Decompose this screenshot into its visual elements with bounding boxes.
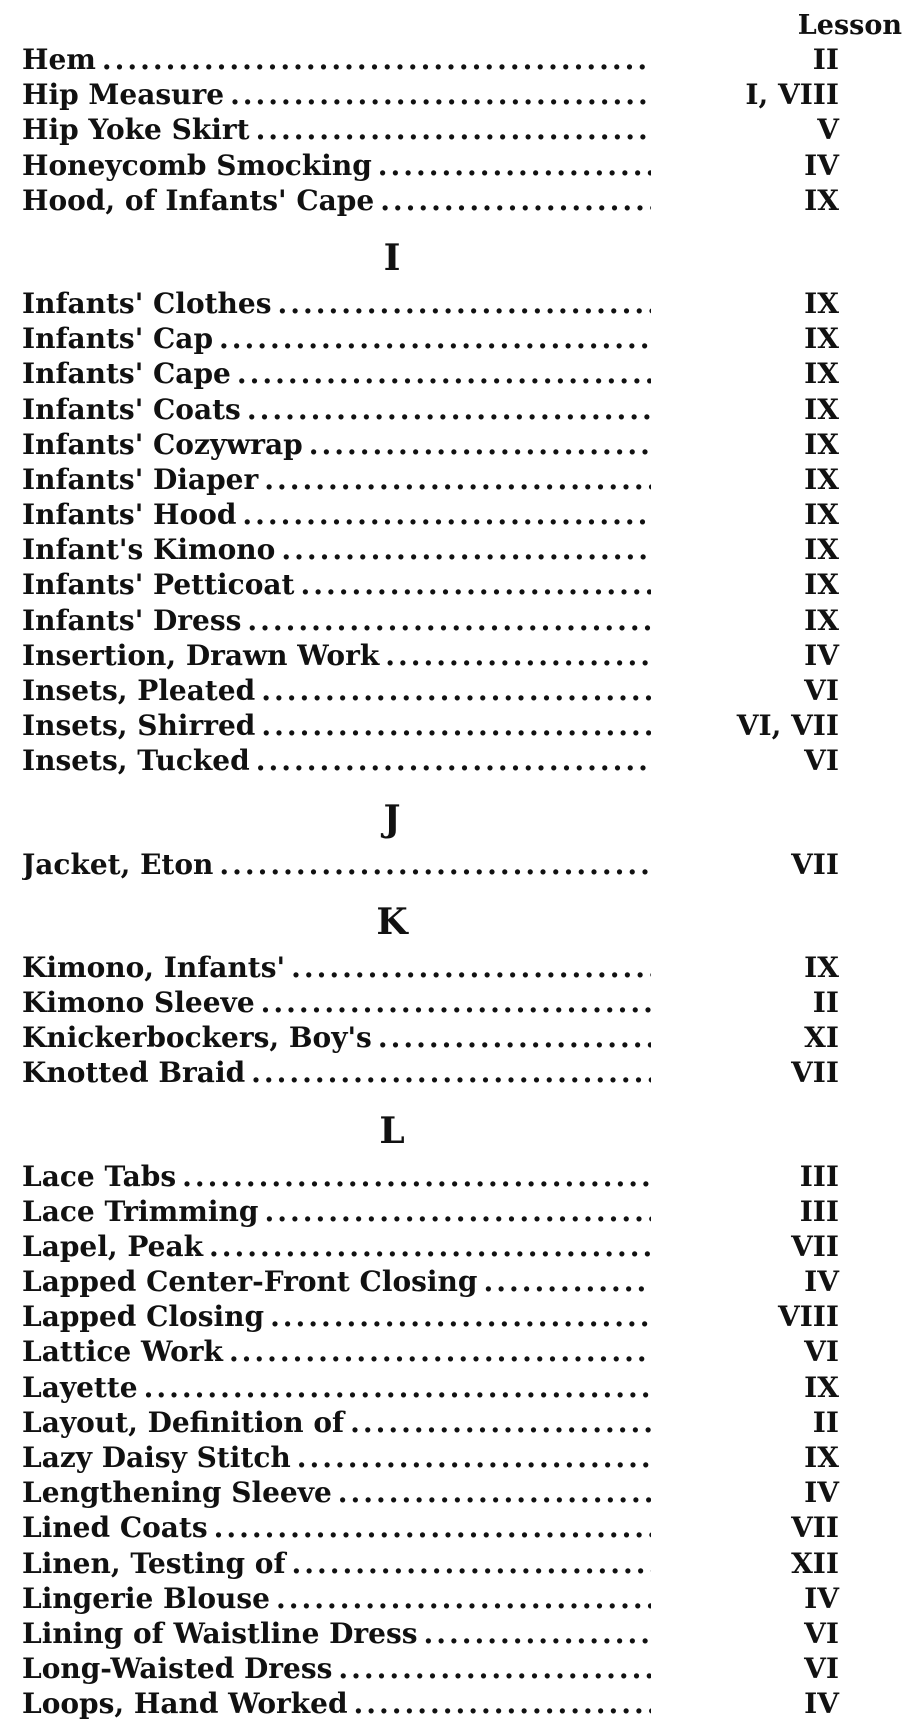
entry-term: Hood, of Infants' Cape (22, 183, 375, 217)
entry-term: Lengthening Sleeve (22, 1476, 332, 1510)
index-page (22, 6, 902, 1722)
dot-leader (276, 1581, 651, 1616)
dot-leader (291, 950, 651, 985)
entry-term-area (22, 462, 657, 497)
entry-term: Layout, Definition of (22, 1405, 345, 1439)
index-entry (22, 1229, 902, 1264)
entry-term: Long-Waisted Dress (22, 1652, 333, 1686)
entry-term: Insets, Tucked (22, 744, 250, 778)
entry-lesson: IV (804, 1581, 839, 1615)
entry-term-area (22, 1651, 657, 1686)
entry-lesson: IX (804, 1370, 839, 1404)
entry-lesson: IV (804, 1265, 839, 1299)
index-entry (22, 1405, 902, 1440)
entry-term: Infants' Hood (22, 498, 237, 532)
index-entry (22, 286, 902, 321)
index-entry (22, 1686, 902, 1721)
entry-term: Lapped Center-Front Closing (22, 1265, 478, 1299)
dot-leader (230, 77, 651, 112)
entry-term-area (22, 427, 657, 462)
dot-leader (251, 1055, 651, 1090)
entry-lesson: IV (804, 1476, 839, 1510)
index-entry (22, 148, 902, 183)
dot-leader (247, 603, 651, 638)
section-letter: I (383, 236, 401, 279)
entry-lesson: V (817, 113, 839, 147)
entry-term: Layette (22, 1370, 138, 1404)
entry-lesson: IX (804, 427, 839, 461)
dot-leader (209, 1229, 651, 1264)
entry-term: Infant's Kimono (22, 533, 276, 567)
index-entry (22, 42, 902, 77)
entry-lesson: IV (804, 148, 839, 182)
entry-term-area (22, 1581, 657, 1616)
entry-term: Kimono Sleeve (22, 985, 255, 1019)
entry-term-area (22, 112, 657, 147)
entry-term-area (22, 1440, 657, 1475)
dot-leader (182, 1159, 651, 1194)
dot-leader (264, 462, 651, 497)
index-entry (22, 985, 902, 1020)
entry-lesson: IX (804, 357, 839, 391)
entry-term-area (22, 603, 657, 638)
dot-leader (144, 1370, 651, 1405)
entry-term-area (22, 1194, 657, 1229)
index-entry (22, 77, 902, 112)
dot-leader (229, 1334, 651, 1369)
index-entry (22, 1020, 902, 1055)
dot-leader (261, 673, 651, 708)
index-entry (22, 1159, 902, 1194)
entry-lesson: IX (804, 286, 839, 320)
dot-leader (219, 321, 651, 356)
entry-term-area (22, 567, 657, 602)
index-entry (22, 321, 902, 356)
dot-leader (378, 1020, 651, 1055)
index-entry (22, 638, 902, 673)
entry-lesson: VI (804, 1616, 839, 1650)
entry-term: Infants' Cape (22, 357, 231, 391)
entry-lesson: II (812, 985, 839, 1019)
dot-leader (270, 1299, 651, 1334)
index-entry (22, 1299, 902, 1334)
index-entry (22, 603, 902, 638)
entry-term: Insets, Pleated (22, 674, 256, 707)
entry-term-area (22, 708, 657, 743)
index-entry (22, 673, 902, 708)
entry-term: Kimono, Infants' (22, 950, 286, 984)
entry-term-area (22, 1546, 657, 1581)
entry-lesson: IX (804, 950, 839, 984)
entry-term-area (22, 985, 657, 1020)
lesson-column-header (22, 6, 902, 42)
entry-lesson: IV (804, 1687, 839, 1721)
entry-term-area (22, 1510, 657, 1545)
entry-term: Lined Coats (22, 1511, 208, 1545)
dot-leader (385, 638, 651, 673)
section-letter: J (383, 797, 401, 840)
entry-term: Insets, Shirred (22, 709, 256, 743)
index-entry (22, 950, 902, 985)
entry-term-area (22, 532, 657, 567)
entry-term-area (22, 1616, 657, 1651)
dot-leader (277, 286, 651, 321)
dot-leader (261, 708, 651, 743)
entry-lesson: II (812, 43, 839, 76)
dot-leader (264, 1194, 651, 1229)
entry-term-area (22, 950, 657, 985)
dot-leader (256, 743, 651, 778)
entry-lesson: VII (791, 847, 839, 881)
entry-term-area (22, 1475, 657, 1510)
entry-lesson: VI (804, 674, 839, 707)
entry-term: Infants' Cap (22, 322, 214, 356)
entry-term-area (22, 497, 657, 532)
entry-term: Lazy Daisy Stitch (22, 1441, 291, 1474)
entry-lesson: VII (791, 1229, 839, 1263)
dot-leader (338, 1475, 651, 1510)
index-entry (22, 497, 902, 532)
entry-lesson: VI (804, 744, 839, 778)
entry-term-area (22, 1020, 657, 1055)
entry-term-area (22, 77, 657, 112)
entry-term-area (22, 1264, 657, 1299)
dot-leader (354, 1686, 651, 1721)
entry-term-area (22, 356, 657, 391)
entry-term: Lingerie Blouse (22, 1581, 270, 1615)
entry-term-area (22, 743, 657, 778)
entry-term: Linen, Testing of (22, 1546, 286, 1580)
entry-lesson: IX (804, 568, 839, 602)
dot-leader (424, 1616, 651, 1651)
entry-term: Lapped Closing (22, 1300, 265, 1334)
entry-lesson: VIII (777, 1300, 839, 1334)
entry-term: Lace Tabs (22, 1159, 177, 1193)
entry-lesson: IX (804, 533, 839, 567)
entry-lesson: VI (804, 1335, 839, 1369)
dot-leader (214, 1510, 651, 1545)
dot-leader (309, 427, 651, 462)
entry-term-area (22, 1370, 657, 1405)
entry-term-area (22, 286, 657, 321)
entry-term-area (22, 1334, 657, 1369)
entry-lesson: I, VIII (745, 78, 839, 112)
dot-leader (300, 567, 651, 602)
entry-lesson: IX (804, 498, 839, 532)
entry-lesson: IV (804, 638, 839, 672)
entry-term: Infants' Petticoat (22, 568, 295, 602)
entry-term-area (22, 1405, 657, 1440)
index-entry (22, 1370, 902, 1405)
entry-term: Infants' Clothes (22, 286, 272, 320)
entry-lesson: XII (791, 1546, 839, 1580)
entry-term: Hem (22, 43, 96, 76)
section-letter: L (379, 1109, 405, 1152)
entry-lesson: II (812, 1405, 839, 1439)
entry-term: Lace Trimming (22, 1194, 259, 1228)
dot-leader (242, 497, 651, 532)
index-entry (22, 1055, 902, 1090)
entry-term-area (22, 847, 657, 882)
entry-term: Knickerbockers, Boy's (22, 1021, 372, 1055)
dot-leader (484, 1264, 652, 1299)
entry-lesson: III (799, 1159, 839, 1193)
index-entry (22, 1616, 902, 1651)
dot-leader (256, 112, 651, 147)
entry-term-area (22, 392, 657, 427)
index-entry (22, 1651, 902, 1686)
entry-term: Hip Measure (22, 78, 225, 112)
index-entry (22, 1546, 902, 1581)
entry-lesson: IX (804, 462, 839, 496)
index-entry (22, 356, 902, 391)
entry-term: Hip Yoke Skirt (22, 113, 250, 147)
entry-term: Jacket, Eton (22, 847, 214, 881)
dot-leader (292, 1546, 651, 1581)
index-entry (22, 1194, 902, 1229)
entry-term-area (22, 638, 657, 673)
index-entry (22, 1334, 902, 1369)
entry-term: Knotted Braid (22, 1056, 246, 1090)
index-entry (22, 743, 902, 778)
entry-lesson: IX (804, 322, 839, 356)
entry-term: Loops, Hand Worked (22, 1687, 348, 1721)
dot-leader (338, 1651, 651, 1686)
index-entry (22, 392, 902, 427)
entry-term: Infants' Cozywrap (22, 427, 303, 461)
entry-lesson: III (799, 1194, 839, 1228)
entry-lesson: VI, VII (736, 709, 839, 743)
index-entry (22, 567, 902, 602)
entry-term-area (22, 1686, 657, 1721)
entry-lesson: IX (804, 603, 839, 637)
index-entry (22, 1264, 902, 1299)
index-entry (22, 1510, 902, 1545)
dot-leader (237, 356, 651, 391)
entry-term-area (22, 1229, 657, 1264)
dot-leader (297, 1440, 651, 1475)
dot-leader (350, 1405, 651, 1440)
entry-lesson: XI (804, 1021, 839, 1055)
entry-lesson: IX (804, 1441, 839, 1474)
entry-term-area (22, 673, 657, 708)
entry-term-area (22, 321, 657, 356)
index-entry (22, 183, 902, 218)
index-entry (22, 1581, 902, 1616)
entry-term: Lining of Waistline Dress (22, 1616, 418, 1650)
dot-leader (380, 183, 651, 218)
index-entry (22, 112, 902, 147)
lesson-header-label: Lesson (797, 10, 902, 41)
index-entry (22, 532, 902, 567)
index-body (22, 42, 902, 1722)
dot-leader (102, 42, 651, 77)
entry-lesson: IX (804, 183, 839, 217)
entry-lesson: VI (804, 1652, 839, 1686)
entry-term: Infants' Diaper (22, 462, 259, 496)
entry-term-area (22, 1299, 657, 1334)
index-entry (22, 462, 902, 497)
entry-lesson: VII (791, 1511, 839, 1545)
index-entry (22, 708, 902, 743)
dot-leader (378, 148, 651, 183)
entry-term-area (22, 42, 657, 77)
entry-term: Lattice Work (22, 1335, 223, 1369)
section-letter: K (376, 900, 408, 943)
dot-leader (247, 392, 651, 427)
dot-leader (281, 532, 651, 567)
dot-leader (219, 847, 651, 882)
entry-term-area (22, 1055, 657, 1090)
entry-term-area (22, 148, 657, 183)
dot-leader (261, 985, 651, 1020)
index-entry (22, 847, 902, 882)
index-entry (22, 1475, 902, 1510)
entry-term: Infants' Coats (22, 392, 241, 426)
entry-term: Insertion, Drawn Work (22, 638, 380, 672)
entry-term: Honeycomb Smocking (22, 148, 372, 182)
entry-lesson: VII (791, 1056, 839, 1090)
entry-term-area (22, 1159, 657, 1194)
entry-term: Lapel, Peak (22, 1229, 204, 1263)
index-entry (22, 1440, 902, 1475)
entry-lesson: IX (804, 392, 839, 426)
entry-term: Infants' Dress (22, 603, 242, 637)
entry-term-area (22, 183, 657, 218)
index-entry (22, 427, 902, 462)
